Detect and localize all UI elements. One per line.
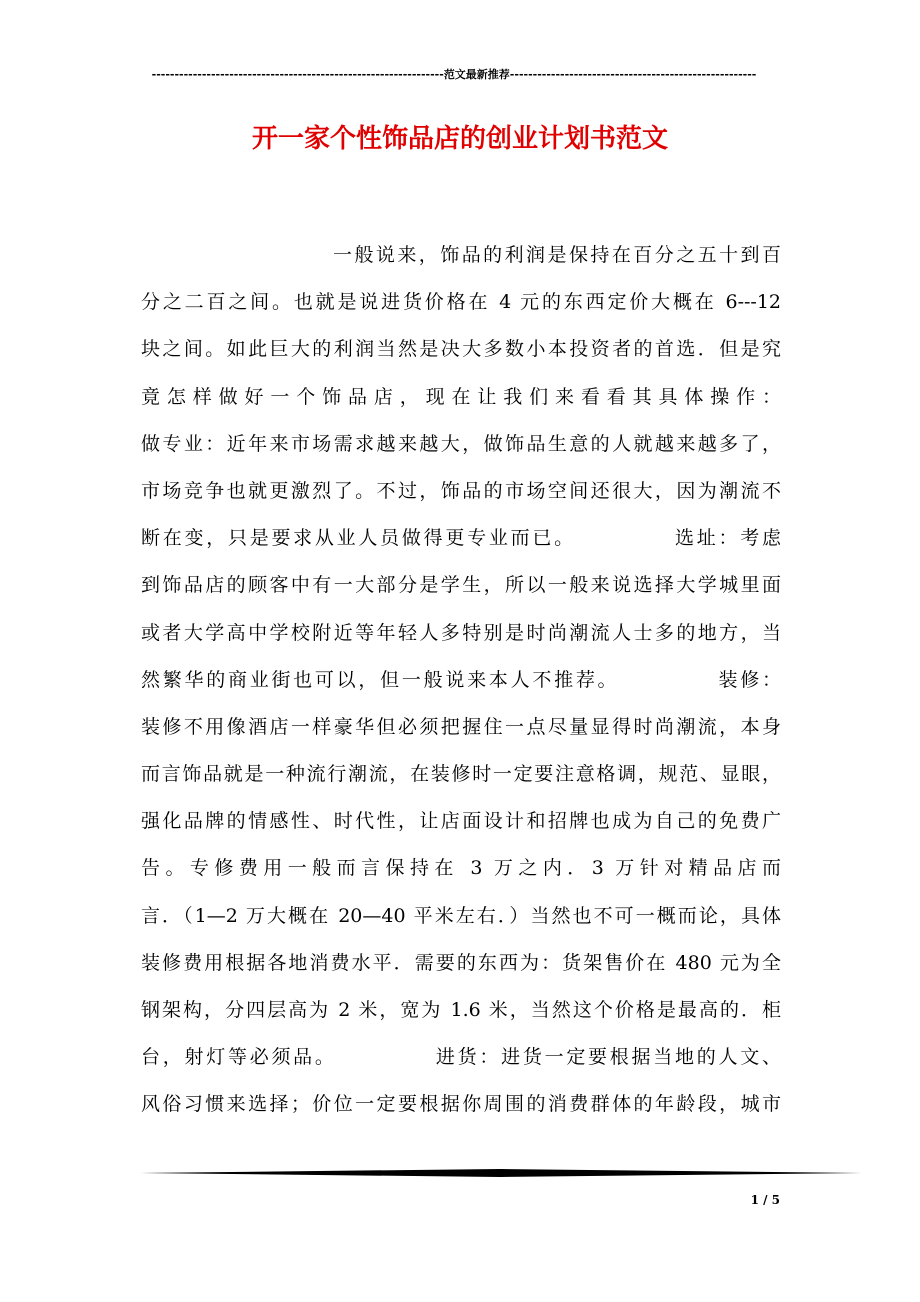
paragraph-line: 而言饰品就是一种流行潮流，在装修时一定要注意格调，规范、显眼， xyxy=(141,763,781,786)
paragraph-line: 市场竞争也就更激烈了。不过，饰品的市场空间还很大，因为潮流不 xyxy=(141,479,781,502)
page-header: ----------------------------------------------------------------范文最新推荐------------------------------------------------------ xyxy=(151,68,757,81)
paragraph-line: 到饰品店的顾客中有一大部分是学生，所以一般来说选择大学城里面 xyxy=(141,574,781,597)
body-text xyxy=(141,232,781,1129)
footer-rule xyxy=(140,1168,862,1178)
paragraph-line: 竟怎样做好一个饰品店，现在让我们来看看其具体操作： xyxy=(141,385,781,408)
paragraph-line: 言．（1—2 万大概在 20—40 平米左右．）当然也不可一概而论，具体 xyxy=(141,904,781,927)
paragraph-line: 然繁华的商业街也可以，但一般说来本人不推荐。 装修： xyxy=(141,668,781,691)
document-title: 开一家个性饰品店的创业计划书范文 xyxy=(251,124,668,154)
paragraph-line: 台，射灯等必须品。 进货：进货一定要根据当地的人文、 xyxy=(141,1046,781,1069)
paragraph-line: 一般说来，饰品的利润是保持在百分之五十到百 xyxy=(333,244,781,266)
paragraph-line: 装修费用根据各地消费水平．需要的东西为：货架售价在 480 元为全 xyxy=(141,951,781,974)
paragraph-line: 风俗习惯来选择；价位一定要根据你周围的消费群体的年龄段，城市 xyxy=(141,1093,781,1116)
paragraph-line: 强化品牌的情感性、时代性，让店面设计和招牌也成为自己的免费广 xyxy=(141,810,781,833)
paragraph-line: 钢架构，分四层高为 2 米，宽为 1.6 米，当然这个价格是最高的．柜 xyxy=(141,999,781,1021)
paragraph-line: 告。专修费用一般而言保持在 3 万之内．3 万针对精品店而 xyxy=(141,857,781,880)
paragraph-line: 块之间。如此巨大的利润当然是决大多数小本投资者的首选．但是究 xyxy=(141,338,781,361)
paragraph-line: 断在变，只是要求从业人员做得更专业而已。 选址：考虑 xyxy=(141,527,781,550)
paragraph-line: 分之二百之间。也就是说进货价格在 4 元的东西定价大概在 6---12 xyxy=(141,291,781,314)
page-number: 1 / 5 xyxy=(750,1193,780,1207)
paragraph-line: 装修不用像酒店一样豪华但必须把握住一点尽量显得时尚潮流，本身 xyxy=(141,715,781,738)
paragraph-line: 或者大学高中学校附近等年轻人多特别是时尚潮流人士多的地方，当 xyxy=(141,621,781,644)
paragraph-line: 做专业：近年来市场需求越来越大，做饰品生意的人就越来越多了， xyxy=(141,432,781,455)
